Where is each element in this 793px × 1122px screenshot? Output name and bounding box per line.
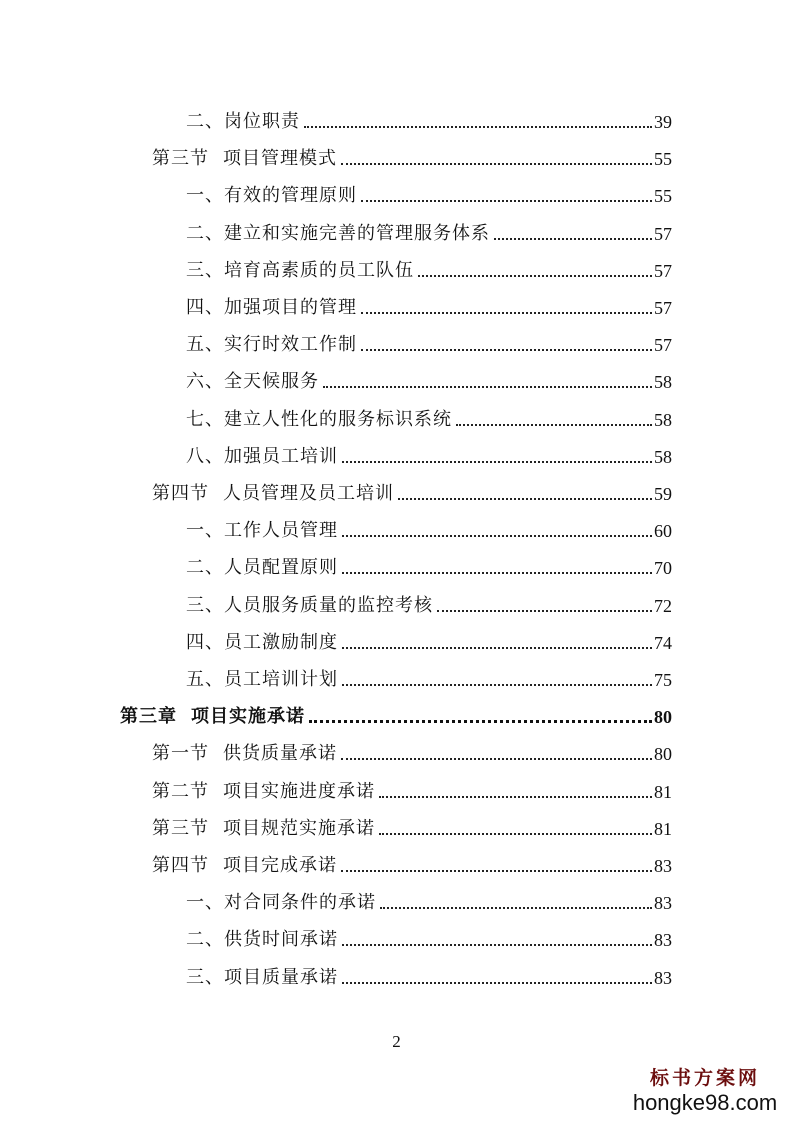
toc-entry-title: 员工培训计划 (224, 669, 338, 690)
toc-entry-label (152, 782, 375, 802)
toc-dot-leader (342, 535, 652, 537)
toc-entry-title: 项目管理模式 (223, 148, 337, 170)
toc-subsection-entry (186, 586, 672, 616)
toc-entry-page: 75 (654, 670, 672, 690)
toc-entry-number: 二、 (186, 111, 224, 132)
toc-entry-title: 员工激励制度 (224, 631, 338, 653)
toc-entry-number: 四、 (186, 631, 224, 653)
toc-entry-number: 第一节 (152, 743, 209, 765)
toc-entry-title: 有效的管理原则 (224, 185, 357, 207)
toc-entry-title: 培育高素质的员工队伍 (224, 259, 414, 281)
toc-entry-label (120, 707, 305, 727)
toc-entry-number: 第四节 (152, 855, 209, 876)
toc-entry-number: 第三章 (120, 706, 177, 728)
toc-section-entry (152, 734, 672, 764)
toc-entry-title: 实行时效工作制 (224, 334, 357, 356)
toc-entry-label (186, 893, 376, 913)
toc-entry-label (152, 856, 337, 876)
toc-entry-title: 加强员工培训 (224, 445, 338, 467)
toc-entry-number: 一、 (186, 892, 224, 914)
toc-entry-page: 58 (654, 372, 672, 393)
toc-entry-title: 建立人性化的服务标识系统 (224, 408, 452, 430)
toc-subsection-entry (186, 437, 672, 467)
toc-dot-leader (398, 498, 652, 500)
toc-entry-title: 加强项目的管理 (224, 297, 357, 318)
toc-dot-leader (494, 238, 652, 240)
toc-entry-page: 74 (654, 632, 672, 653)
toc-subsection-entry (186, 214, 672, 244)
toc-entry-label (186, 521, 338, 541)
toc-entry-label (186, 410, 452, 430)
toc-entry-title: 人员服务质量的监控考核 (224, 594, 433, 616)
toc-entry-title: 项目实施承诺 (191, 706, 305, 728)
toc-subsection-entry (186, 362, 672, 392)
toc-entry-title: 项目规范实施承诺 (223, 817, 375, 839)
toc-dot-leader (361, 312, 652, 314)
toc-entry-title: 项目实施进度承诺 (223, 780, 375, 802)
toc-entry-number: 七、 (186, 408, 224, 430)
toc-entry-label (186, 930, 338, 950)
toc-entry-label (186, 596, 433, 616)
toc-chapter-entry (120, 697, 672, 727)
toc-entry-page: 57 (654, 260, 672, 281)
toc-entry-label (186, 112, 300, 132)
toc-entry-page: 80 (654, 707, 672, 728)
toc-subsection-entry (186, 623, 672, 653)
toc-section-entry (152, 139, 672, 169)
toc-dot-leader (379, 833, 652, 835)
toc-entry-page: 81 (654, 781, 672, 802)
toc-dot-leader (342, 944, 652, 946)
toc-entry-page: 81 (654, 818, 672, 839)
toc-entry-page: 55 (654, 149, 672, 170)
toc-entry-number: 二、 (186, 557, 224, 579)
toc-entry-number: 第三节 (152, 148, 209, 170)
toc-dot-leader (456, 424, 652, 426)
toc-subsection-entry (186, 325, 672, 355)
toc-entry-page: 83 (654, 893, 672, 914)
toc-entry-page: 57 (654, 223, 672, 244)
toc-entry-label (152, 744, 337, 764)
toc-entry-label (152, 819, 375, 839)
toc-dot-leader (323, 386, 652, 388)
toc-subsection-entry (186, 400, 672, 430)
toc-subsection-entry (186, 251, 672, 281)
toc-entry-page: 60 (654, 521, 672, 542)
toc-entry-number: 第三节 (152, 817, 209, 839)
toc-subsection-entry (186, 511, 672, 541)
toc-entry-title: 人员配置原则 (224, 557, 338, 579)
toc-dot-leader (342, 572, 652, 574)
toc-entry-title: 全天候服务 (224, 371, 319, 393)
toc-entry-number: 三、 (186, 259, 224, 281)
toc-entry-page: 83 (654, 967, 672, 988)
toc-entry-label (186, 558, 338, 578)
toc-entry-page: 72 (654, 595, 672, 616)
toc-subsection-entry (186, 176, 672, 206)
toc-entry-label (186, 261, 414, 281)
toc-entry-title: 工作人员管理 (224, 520, 338, 542)
toc-entry-title: 建立和实施完善的管理服务体系 (224, 222, 490, 244)
toc-dot-leader (418, 275, 652, 277)
toc-entry-title: 供货时间承诺 (224, 929, 338, 951)
toc-subsection-entry (186, 920, 672, 950)
toc-dot-leader (379, 796, 652, 798)
toc-entry-number: 四、 (186, 297, 224, 318)
toc-entry-number: 二、 (186, 929, 224, 951)
toc-entry-title: 项目完成承诺 (223, 855, 337, 876)
toc-entry-page: 58 (654, 446, 672, 467)
toc-entry-page: 83 (654, 930, 672, 951)
toc-dot-leader (361, 200, 652, 202)
toc-dot-leader (342, 982, 652, 984)
toc-entry-number: 五、 (186, 669, 224, 690)
toc-entry-label (186, 670, 338, 690)
toc-entry-label (186, 372, 319, 392)
toc-dot-leader (341, 758, 652, 760)
toc-dot-leader (309, 720, 652, 723)
toc-entry-page: 57 (654, 298, 672, 318)
toc-entry-label (152, 484, 394, 504)
toc-entry-number: 六、 (186, 371, 224, 393)
toc-entry-label (186, 298, 357, 318)
toc-section-entry (152, 809, 672, 839)
watermark-url: hongke98.com (632, 1090, 778, 1115)
toc-entry-page: 58 (654, 409, 672, 430)
toc-entry-label (186, 968, 338, 988)
watermark-title: 标书方案网 (649, 1067, 760, 1089)
toc-section-entry (152, 846, 672, 876)
toc-entry-number: 第二节 (152, 780, 209, 802)
toc-dot-leader (341, 870, 652, 872)
site-watermark (625, 1063, 785, 1116)
toc-dot-leader (380, 907, 652, 909)
toc-entry-label (186, 224, 490, 244)
toc-entry-number: 八、 (186, 445, 224, 467)
toc-section-entry (152, 772, 672, 802)
toc-entry-number: 第四节 (152, 483, 209, 504)
toc-entry-page: 57 (654, 335, 672, 356)
toc-entry-page: 55 (654, 186, 672, 207)
toc-dot-leader (304, 126, 652, 128)
toc-entry-title: 岗位职责 (224, 111, 300, 132)
toc-entry-label (186, 186, 357, 206)
toc-entry-number: 三、 (186, 594, 224, 616)
toc-dot-leader (342, 647, 652, 649)
toc-dot-leader (342, 684, 652, 686)
toc-dot-leader (342, 461, 652, 463)
toc-entry-number: 二、 (186, 222, 224, 244)
toc-entry-label (152, 149, 337, 169)
toc-entry-number: 三、 (186, 966, 224, 988)
toc-subsection-entry (186, 288, 672, 318)
toc-dot-leader (437, 610, 652, 612)
toc-entry-title: 对合同条件的承诺 (224, 892, 376, 914)
toc-entry-number: 五、 (186, 334, 224, 356)
toc-subsection-entry (186, 883, 672, 913)
toc-subsection-entry (186, 548, 672, 578)
toc-subsection-entry (186, 102, 672, 132)
toc-entry-page: 70 (654, 558, 672, 579)
toc-entry-number: 一、 (186, 520, 224, 542)
toc-entry-page: 39 (654, 112, 672, 132)
page-number: 2 (392, 1032, 401, 1051)
toc-entry-title: 人员管理及员工培训 (223, 483, 394, 504)
toc-entry-page: 83 (654, 856, 672, 876)
toc-entry-title: 供货质量承诺 (223, 743, 337, 765)
toc-entry-page: 80 (654, 744, 672, 765)
toc-dot-leader (341, 163, 652, 165)
toc-entry-number: 一、 (186, 185, 224, 207)
toc-dot-leader (361, 349, 652, 351)
toc-entry-label (186, 633, 338, 653)
toc-entry-title: 项目质量承诺 (224, 966, 338, 988)
toc-subsection-entry (186, 958, 672, 988)
toc-entry-label (186, 335, 357, 355)
toc-entry-label (186, 447, 338, 467)
toc-section-entry (152, 474, 672, 504)
toc-entry-page: 59 (654, 484, 672, 504)
toc-subsection-entry (186, 660, 672, 690)
